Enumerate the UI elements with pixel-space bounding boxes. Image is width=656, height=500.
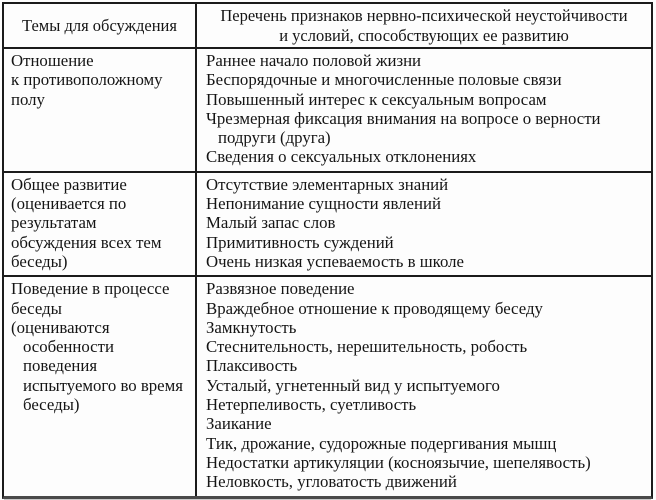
table-header-row xyxy=(4,4,651,47)
topic-cell xyxy=(4,49,197,171)
signs-cell xyxy=(197,49,651,171)
sign-item: Заикание xyxy=(206,414,272,434)
sign-item: Сведения о сексуальных отклонениях xyxy=(206,147,477,167)
topic-line: особенности xyxy=(23,337,114,357)
table-row xyxy=(4,275,651,495)
sign-item: Малый запас слов xyxy=(206,213,336,233)
topic-line: Отношение xyxy=(11,51,94,70)
sign-item: Стеснительность, нерешительность, робость xyxy=(206,337,528,357)
header-topics-label: Темы для обсуждения xyxy=(22,15,177,35)
topic-line: обсуждения всех тем xyxy=(11,232,162,252)
sign-item: Замкнутость xyxy=(206,317,297,337)
header-signs-line1: Перечень признаков нервно-психической неустойчивости xyxy=(220,6,628,25)
topic-line: (оцениваются xyxy=(11,317,110,337)
sign-item: Чрезмерная фиксация внимания на вопросе о верности xyxy=(206,108,601,128)
topic-line: полу xyxy=(11,89,45,109)
topic-line: Поведение в процессе xyxy=(11,279,170,299)
sign-item: Беспорядочные и многочисленные половые связи xyxy=(206,70,562,90)
topic-line: (оценивается по xyxy=(11,194,127,214)
topic-line: поведения xyxy=(23,356,98,376)
sign-item: Враждебное отношение к проводящему беседу xyxy=(206,298,543,318)
topic-line: беседы) xyxy=(11,251,68,271)
topic-cell xyxy=(4,173,197,275)
table-row xyxy=(4,171,651,275)
sign-item: подруги (друга) xyxy=(218,128,331,148)
signs-cell xyxy=(197,173,651,275)
signs-cell xyxy=(197,277,651,495)
sign-item: Нетерпеливость, суетливость xyxy=(206,395,417,415)
table-body xyxy=(4,47,651,496)
topic-cell xyxy=(4,277,197,495)
header-signs xyxy=(197,4,651,47)
topic-line: беседы) xyxy=(23,395,80,415)
sign-item: Плаксивость xyxy=(206,356,298,376)
sign-item: Непонимание сущности явлений xyxy=(206,194,441,214)
sign-item: Примитивность суждений xyxy=(206,232,394,252)
sign-item: Усталый, угнетенный вид у испытуемого xyxy=(206,375,500,395)
sign-item: Раннее начало половой жизни xyxy=(206,51,422,70)
sign-item: Отсутствие элементарных знаний xyxy=(206,174,449,194)
topic-line: испытуемого во время xyxy=(23,375,183,395)
topic-line: беседы xyxy=(11,298,62,318)
topic-line: результатам xyxy=(11,213,97,233)
topic-line: к противоположному xyxy=(11,70,163,90)
sign-item: Тик, дрожание, судорожные подергивания мышц xyxy=(206,433,557,453)
signs-table xyxy=(2,2,653,499)
sign-item: Очень низкая успеваемость в школе xyxy=(206,251,464,271)
header-topics xyxy=(4,4,197,47)
header-signs-line2: и условий, способствующих ее развитию xyxy=(279,25,569,45)
sign-item: Недостатки артикуляции (косноязычие, шепелявость) xyxy=(206,452,591,472)
sign-item: Повышенный интерес к сексуальным вопросам xyxy=(206,89,547,109)
sign-item: Неловкость, угловатость движений xyxy=(206,472,457,492)
sign-item: Развязное поведение xyxy=(206,279,355,299)
topic-line: Общее развитие xyxy=(11,174,127,194)
table-row xyxy=(4,47,651,171)
